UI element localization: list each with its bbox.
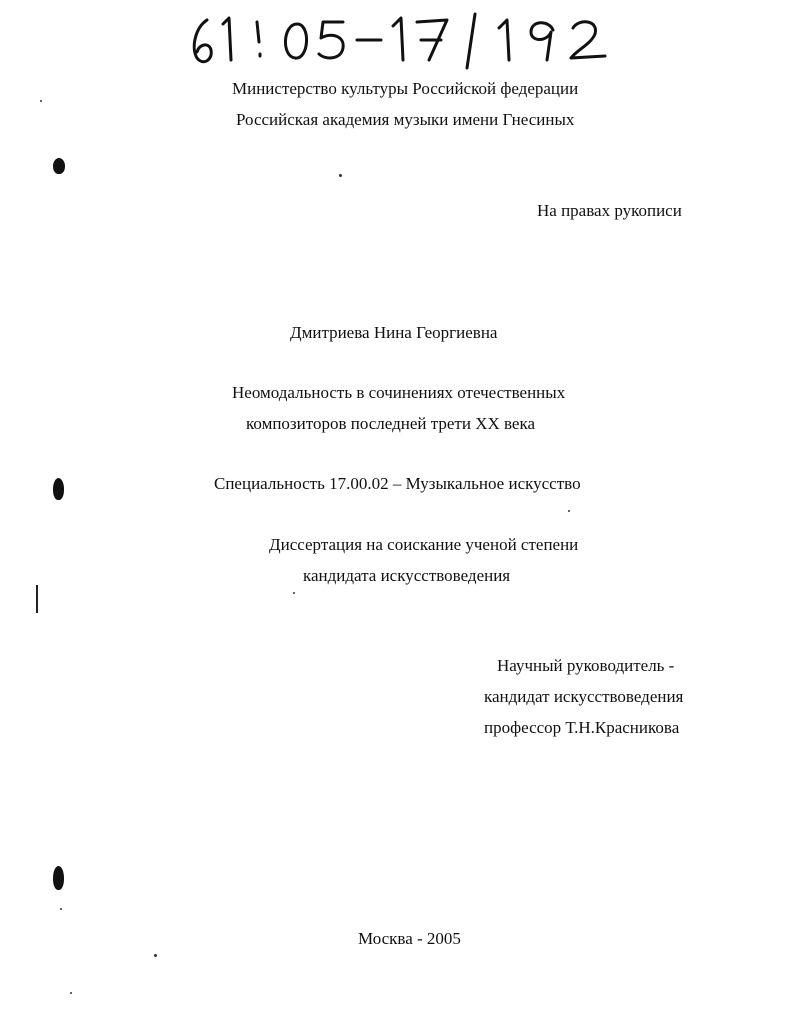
supervisor-line-2: кандидат искусствоведения (484, 687, 684, 706)
author-name: Дмитриева Нина Георгиевна (290, 323, 498, 342)
scan-speck (60, 908, 62, 910)
place-and-year: Москва - 2005 (358, 929, 461, 948)
scan-speck (339, 174, 342, 177)
scan-speck (40, 100, 42, 102)
dissertation-title-line-1: Неомодальность в сочинениях отечественных (232, 383, 566, 402)
degree-line-2: кандидата искусствоведения (303, 566, 511, 585)
scan-line-mark (36, 585, 38, 613)
punch-hole-mark (53, 158, 65, 174)
dissertation-title-line-2: композиторов последней трети XX века (246, 414, 536, 433)
supervisor-line-1: Научный руководитель - (497, 656, 675, 675)
rights-note: На правах рукописи (537, 201, 682, 220)
punch-hole-mark (53, 866, 64, 890)
scan-speck (154, 954, 157, 957)
scan-speck (293, 592, 295, 594)
academy-heading: Российская академия музыки имени Гнесиных (236, 110, 575, 129)
punch-hole-mark (53, 478, 64, 500)
degree-line-1: Диссертация на соискание ученой степени (269, 535, 579, 554)
scan-speck (70, 992, 72, 994)
scan-speck (568, 510, 570, 512)
supervisor-line-3: профессор Т.Н.Красникова (484, 718, 680, 737)
ministry-heading: Министерство культуры Российской федерации (232, 79, 579, 98)
handwritten-archive-code (185, 10, 625, 70)
specialty-line: Специальность 17.00.02 – Музыкальное искусство (214, 474, 581, 493)
